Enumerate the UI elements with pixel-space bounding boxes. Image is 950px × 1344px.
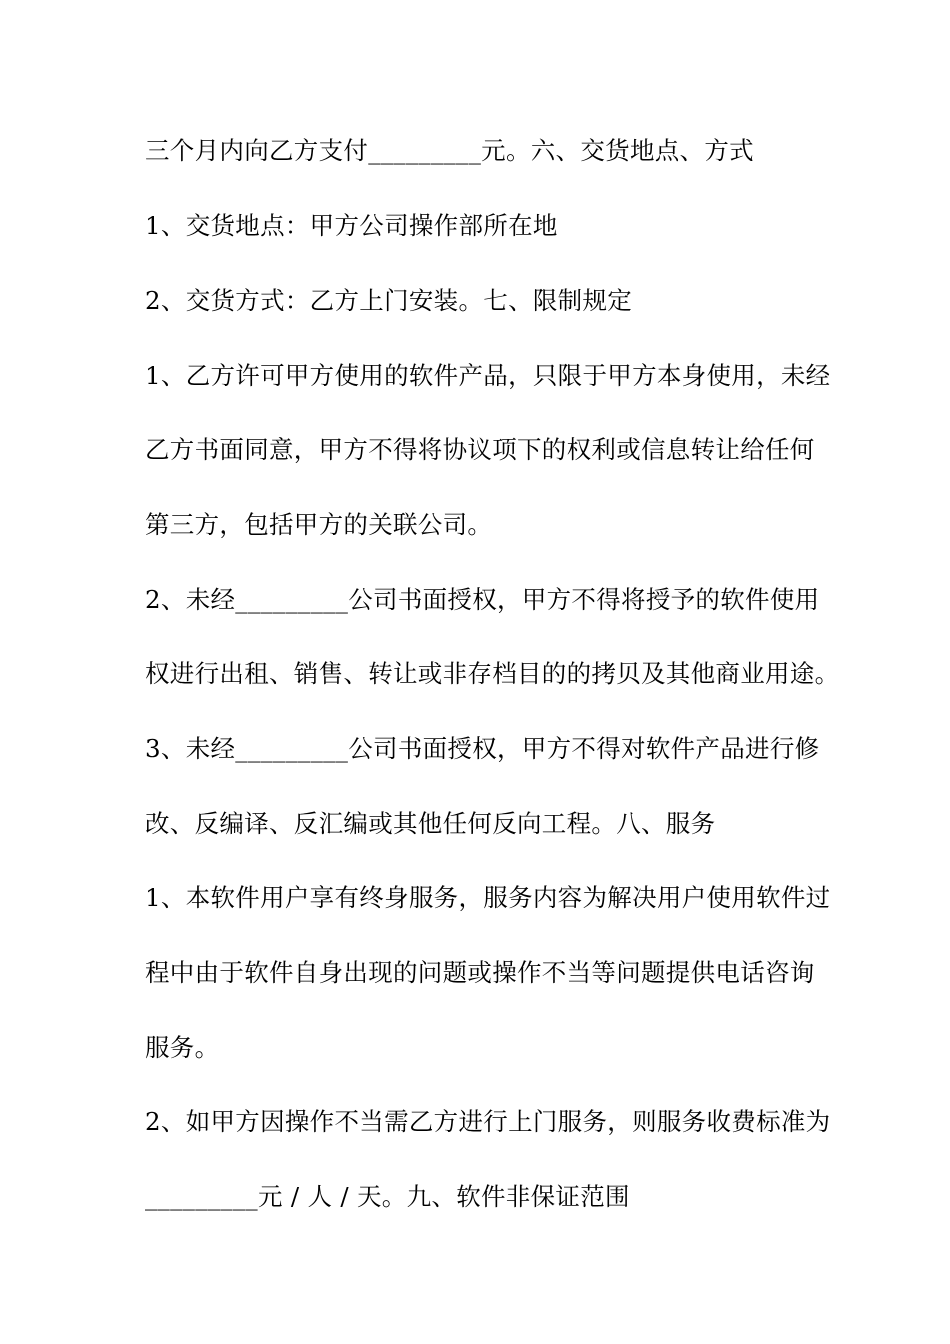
text-line: 2、如甲方因操作不当需乙方进行上门服务，则服务收费标准为: [145, 1107, 831, 1136]
text-line: 程中由于软件自身出现的问题或操作不当等问题提供电话咨询: [145, 958, 815, 987]
text-line: 1、本软件用户享有终身服务，服务内容为解决用户使用软件过: [145, 883, 831, 912]
text-line: 2、未经_________公司书面授权，甲方不得将授予的软件使用: [145, 585, 820, 614]
text-line: 权进行出租、销售、转让或非存档目的的拷贝及其他商业用途。: [145, 659, 840, 688]
text-line: 第三方，包括甲方的关联公司。: [145, 510, 493, 539]
text-line: _________元 / 人 / 天。九、软件非保证范围: [145, 1182, 630, 1211]
text-line: 3、未经_________公司书面授权，甲方不得对软件产品进行修: [145, 734, 820, 763]
text-line: 改、反编译、反汇编或其他任何反向工程。八、服务: [145, 809, 716, 838]
text-line: 服务。: [145, 1033, 220, 1062]
text-line: 2、交货方式：乙方上门安装。七、限制规定: [145, 286, 633, 315]
text-line: 乙方书面同意，甲方不得将协议项下的权利或信息转让给任何: [145, 435, 815, 464]
text-line: 1、乙方许可甲方使用的软件产品，只限于甲方本身使用，未经: [145, 361, 831, 390]
text-line: 1、交货地点：甲方公司操作部所在地: [145, 211, 558, 240]
text-line: 三个月内向乙方支付_________元。六、交货地点、方式: [145, 136, 754, 165]
